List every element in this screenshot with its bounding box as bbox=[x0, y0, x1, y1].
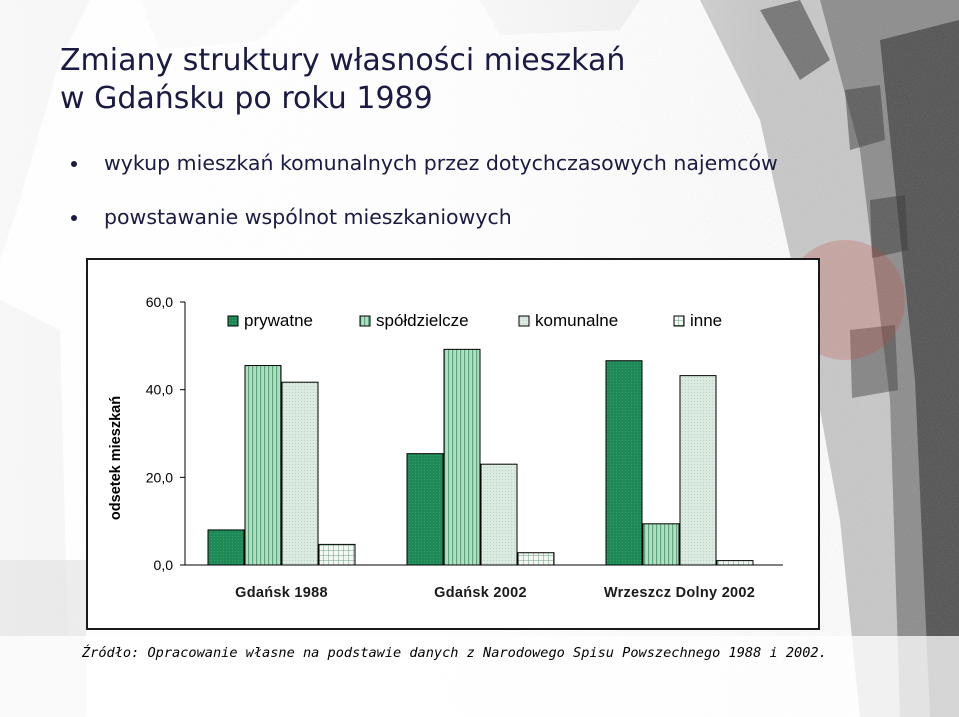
bar-spółdzielcze-2 bbox=[643, 524, 679, 565]
bar-chart bbox=[88, 260, 818, 628]
y-tick-label: 0,0 bbox=[153, 557, 173, 573]
legend-swatch-prywatne bbox=[228, 316, 238, 326]
bar-prywatne-1 bbox=[407, 454, 443, 565]
source-note: Źródło: Opracowanie własne na podstawie danych z Narodowego Spisu Powszechnego 1988 i 2002. bbox=[82, 645, 827, 661]
bar-komunalne-0 bbox=[282, 382, 318, 565]
bar-inne-0 bbox=[319, 544, 355, 565]
bar-komunalne-1 bbox=[481, 464, 517, 565]
bar-inne-2 bbox=[717, 561, 753, 565]
y-tick-label: 20,0 bbox=[145, 469, 173, 486]
y-tick-label: 60,0 bbox=[145, 294, 173, 310]
y-tick-label: 40,0 bbox=[145, 381, 173, 398]
legend-label-prywatne: prywatne bbox=[244, 311, 313, 330]
bar-spółdzielcze-0 bbox=[245, 366, 281, 565]
bar-komunalne-2 bbox=[680, 376, 716, 565]
legend-swatch-inne bbox=[674, 316, 684, 326]
bar-inne-1 bbox=[518, 553, 554, 565]
legend-swatch-komunalne bbox=[519, 316, 529, 326]
bar-spółdzielcze-1 bbox=[444, 349, 480, 565]
x-category-label: Gdańsk 1988 bbox=[235, 585, 328, 601]
title-line-1: Zmiany struktury własności mieszkań bbox=[60, 43, 626, 78]
bullet-item: wykup mieszkań komunalnych przez dotychczasowych najemców bbox=[68, 150, 778, 176]
legend-label-spółdzielcze: spółdzielcze bbox=[376, 311, 469, 330]
page-title bbox=[60, 42, 760, 118]
chart-container bbox=[86, 258, 820, 630]
title-line-2: w Gdańsku po roku 1989 bbox=[60, 81, 433, 116]
legend-label-inne: inne bbox=[690, 311, 723, 330]
y-axis-label: odsetek mieszkań bbox=[108, 395, 124, 521]
bar-prywatne-0 bbox=[208, 530, 244, 565]
bullet-list bbox=[68, 150, 778, 258]
bar-prywatne-2 bbox=[606, 361, 642, 565]
bullet-item: powstawanie wspólnot mieszkaniowych bbox=[68, 204, 778, 230]
legend-label-komunalne: komunalne bbox=[535, 311, 619, 330]
legend-swatch-spółdzielcze bbox=[360, 316, 370, 326]
x-category-label: Gdańsk 2002 bbox=[434, 585, 527, 601]
x-category-label: Wrzeszcz Dolny 2002 bbox=[603, 585, 756, 601]
